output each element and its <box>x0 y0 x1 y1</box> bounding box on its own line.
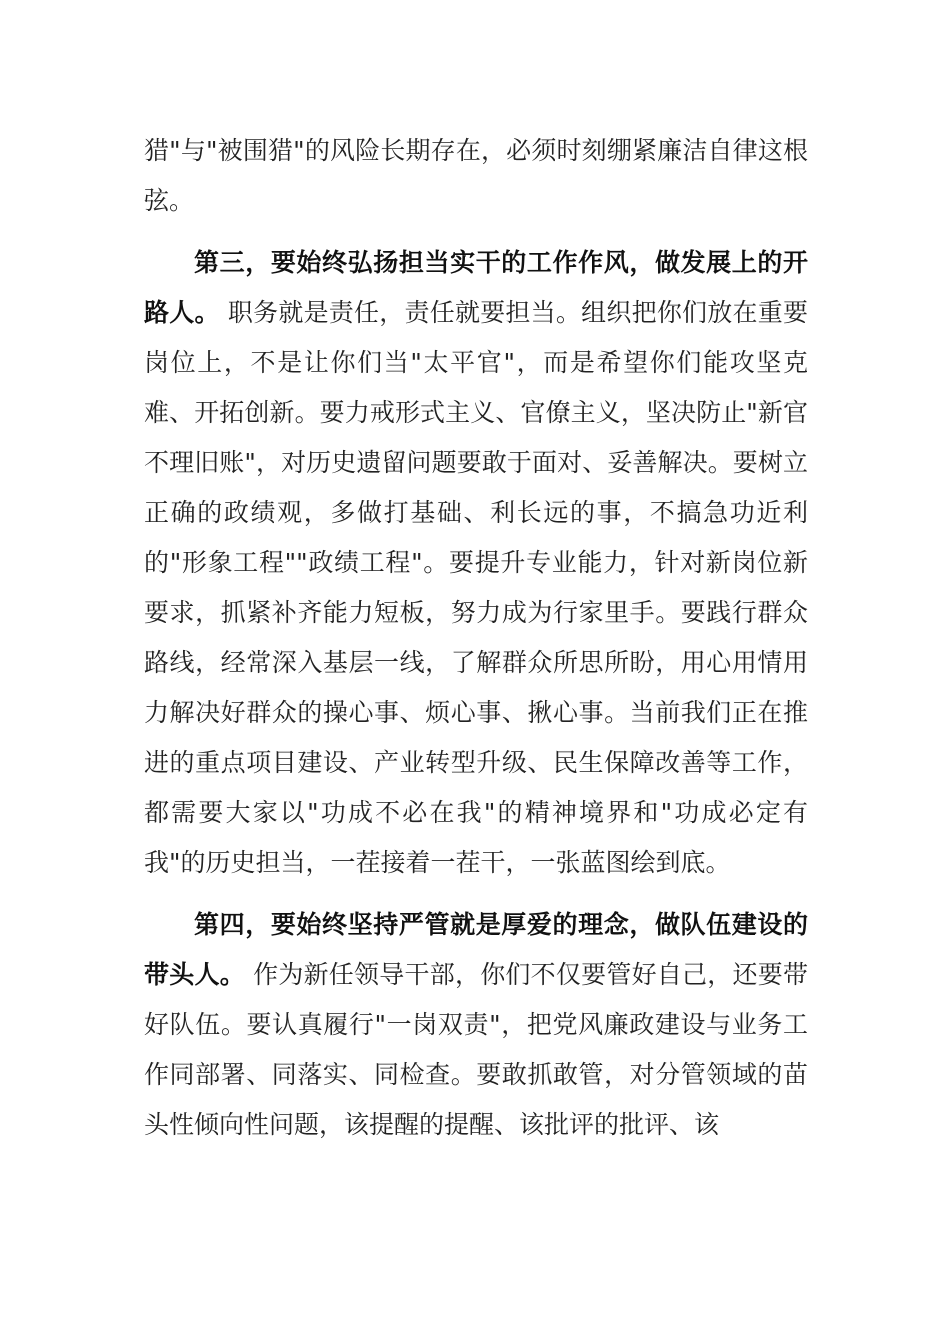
paragraph-text: 职务就是责任，责任就要担当。组织把你们放在重要岗位上，不是让你们当"太平官"，而是希望你们能攻坚克难、开拓创新。要力戒形式主义、官僚主义，坚决防止"新官不理旧账"，对历史遗留问题要敢于面对、妥善解决。要树立正确的政绩观，多做打基础、利长远的事，不搞急功近利的"形象工程""政绩工程"。要提升专业能力，针对新岗位新要求，抓紧补齐能力短板，努力成为行家里手。要践行群众路线，经常深入基层一线，了解群众所思所盼，用心用情用力解决好群众的操心事、烦心事、揪心事。当前我们正在推进的重点项目建设、产业转型升级、民生保障改善等工作，都需要大家以"功成不必在我"的精神境界和"功成必定有我"的历史担当，一茬接着一茬干，一张蓝图绘到底。 <box>144 298 808 877</box>
paragraph-heading: 第四，要始终坚持严管就是厚爱的理念，做队伍建设的带头人。 <box>144 910 808 989</box>
paragraph-continuation <box>144 126 808 226</box>
paragraph-fourth-point <box>144 900 808 1150</box>
paragraph-text: 猎"与"被围猎"的风险长期存在，必须时刻绷紧廉洁自律这根弦。 <box>144 136 808 215</box>
paragraph-third-point <box>144 238 808 888</box>
paragraph-heading: 第三，要始终弘扬担当实干的工作作风，做发展上的开路人。 <box>144 248 808 327</box>
paragraph-text: 作为新任领导干部，你们不仅要管好自己，还要带好队伍。要认真履行"一岗双责"，把党风廉政建设与业务工作同部署、同落实、同检查。要敢抓敢管，对分管领域的苗头性倾向性问题，该提醒的提醒、该批评的批评、该 <box>144 960 808 1139</box>
document-body <box>144 126 808 1150</box>
